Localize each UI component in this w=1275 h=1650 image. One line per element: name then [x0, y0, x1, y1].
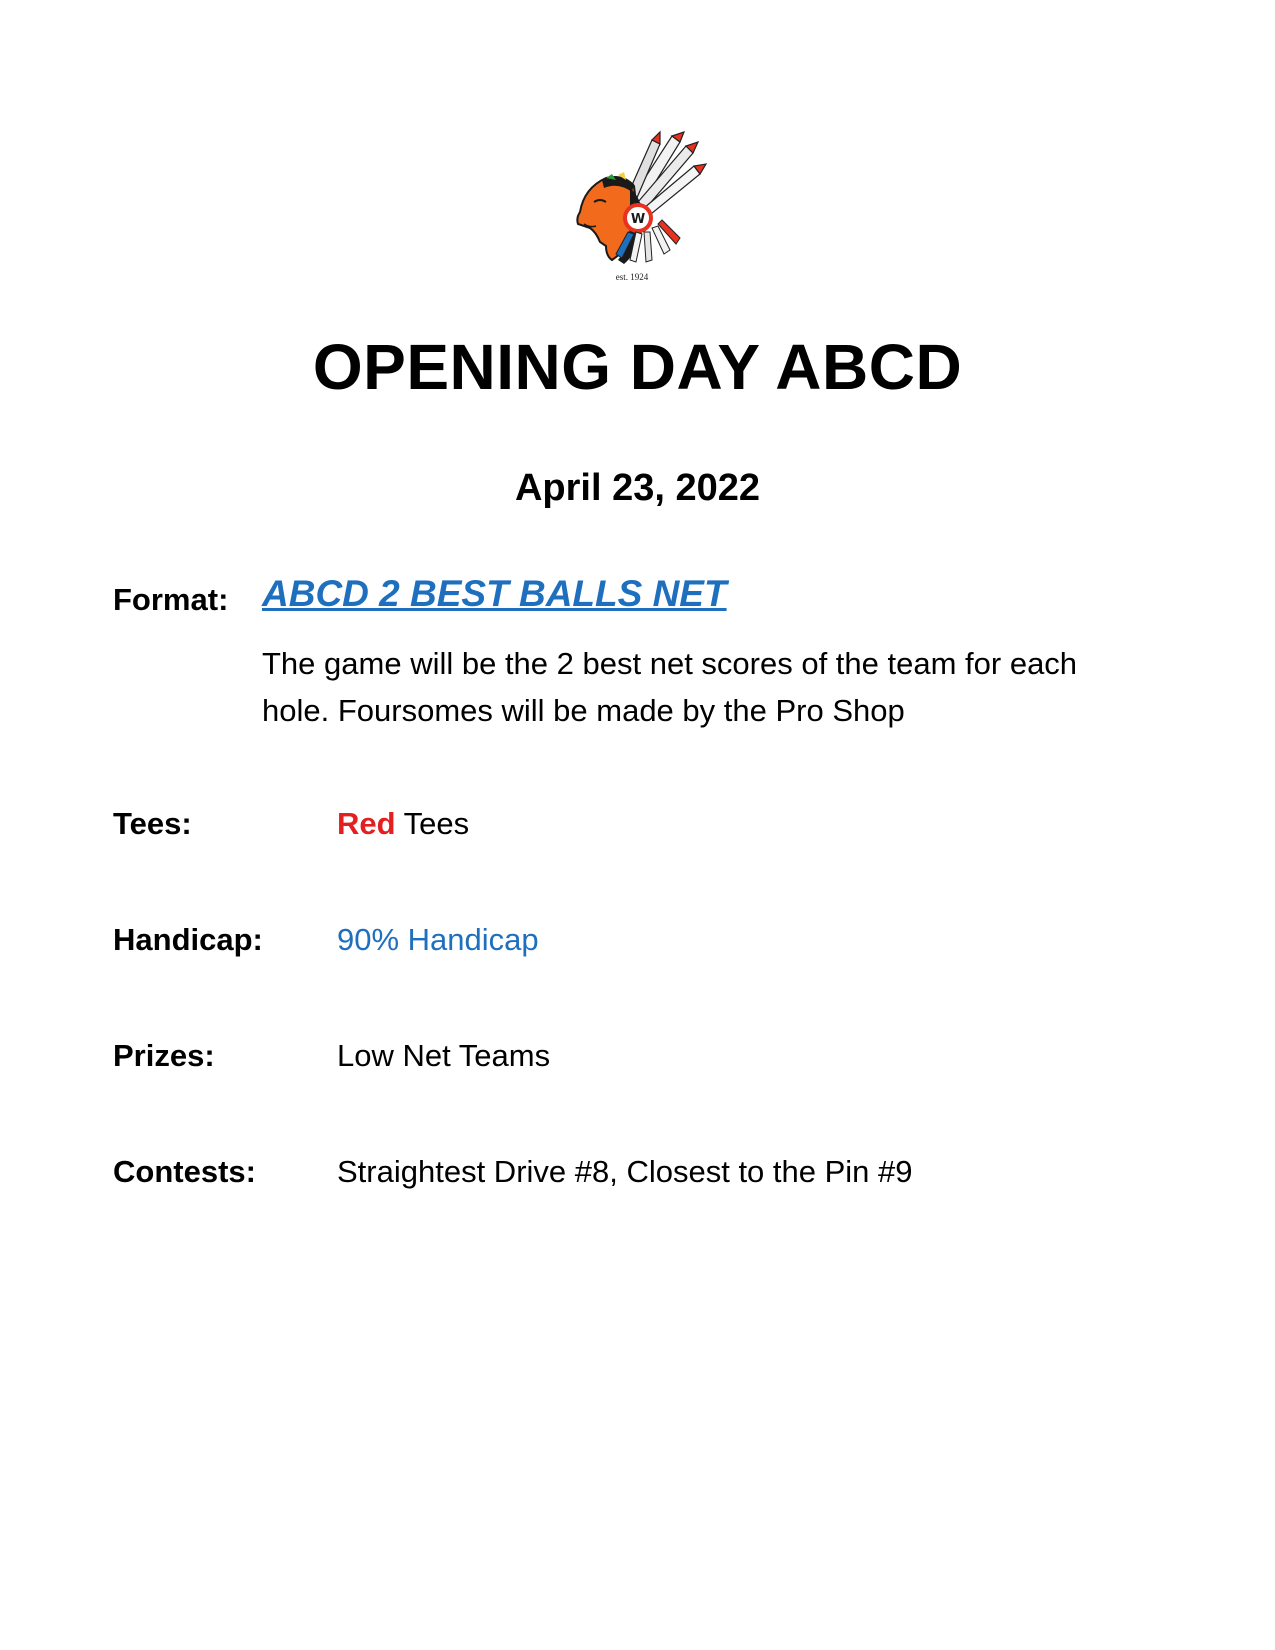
format-label: Format: [113, 582, 229, 617]
established-caption: est. 1924 [615, 272, 649, 282]
tees-label: Tees: [113, 806, 192, 841]
handicap-value: 90% Handicap [337, 922, 539, 957]
format-description: The game will be the 2 best net scores of the team for each hole. Foursomes will be made by the Pro Shop [262, 646, 1078, 728]
chieftain-head-logo-icon [572, 128, 712, 280]
event-date: April 23, 2022 [514, 467, 761, 509]
handicap-label: Handicap: [113, 922, 263, 957]
prizes-label: Prizes: [113, 1038, 215, 1073]
format-name-link[interactable]: ABCD 2 BEST BALLS NET [262, 573, 727, 614]
prizes-value: Low Net Teams [337, 1038, 551, 1073]
contests-value: Straightest Drive #8, Closest to the Pin #9 [337, 1154, 913, 1189]
contests-label: Contests: [113, 1154, 256, 1189]
page-title: OPENING DAY ABCD [312, 331, 963, 403]
logo-badge-letter: W [630, 212, 646, 227]
tees-value [337, 806, 469, 842]
tees-color-word: Red [337, 806, 396, 841]
tees-suffix: Tees [395, 806, 470, 841]
